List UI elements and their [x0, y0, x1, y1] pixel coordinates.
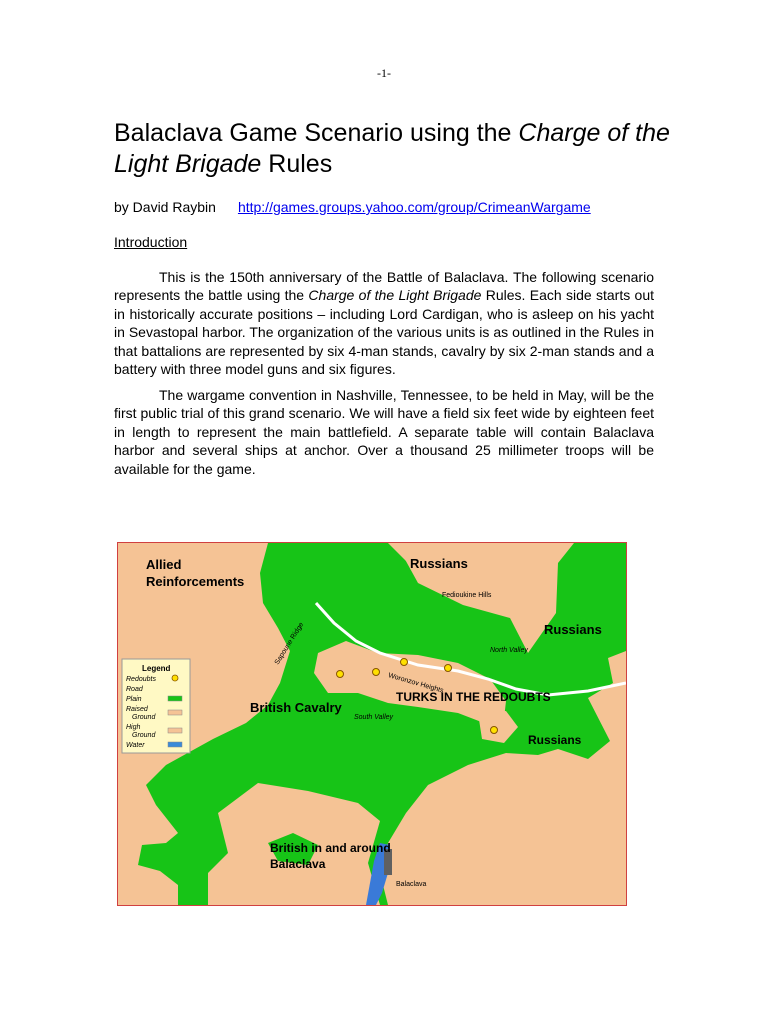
paragraph-1	[114, 268, 654, 378]
legend-label-4-1: Ground	[132, 732, 156, 739]
label-south-valley: South Valley	[354, 714, 394, 721]
legend-swatch-2	[168, 696, 182, 701]
legend-label-3-1: Ground	[132, 714, 156, 721]
label-russians-lower: Russians	[528, 733, 582, 747]
document-title	[114, 118, 674, 180]
p1-text-b: Rules. Each side starts out in historically accurate positions – including Lord Cardigan, who is asleep on his yacht in Sevastopal harbor. The organization of the various units is as outlined in the Rules in that battalions are represented by six 4-man stands, cavalry by six 2-man stands and a battery with three model guns and six figures.	[114, 287, 655, 378]
title-part1: Balaclava Game Scenario using the	[114, 119, 519, 147]
legend-label-1-0: Road	[126, 686, 143, 693]
legend-swatch-3	[168, 710, 182, 715]
legend-label-5-0: Water	[126, 742, 145, 749]
label-turks: TURKS IN THE REDOUBTS	[396, 690, 551, 704]
p1-text-a: This is the 150th anniversary of the Battle of Balaclava. The following scenario represents the battle using the	[114, 269, 654, 304]
p1-italic: Charge of the Light Brigade	[308, 287, 482, 304]
label-british-1: British in and around	[270, 841, 391, 855]
legend-swatch-5	[168, 742, 182, 747]
label-british-2: Balaclava	[270, 857, 326, 871]
section-heading: Introduction	[114, 234, 188, 250]
label-british-cavalry: British Cavalry	[250, 700, 342, 715]
paragraph-2: The wargame convention in Nashville, Tennessee, to be held in May, will be the first public trial of this grand scenario. We will have a field six feet wide by eighteen feet in length to represent the main battlefield. A separate table will contain Balaclava harbor and several ships at anchor. Over a thousand 25 millimeter troops will be available for the game.	[114, 387, 654, 477]
label-russians-right: Russians	[544, 622, 602, 637]
page-number: -1-	[377, 66, 391, 80]
label-russians-top: Russians	[410, 556, 468, 571]
map-legend	[122, 659, 190, 753]
byline	[114, 199, 591, 215]
label-sapoune: Sapoune Ridge	[273, 621, 306, 667]
label-north-valley: North Valley	[490, 647, 528, 654]
legend-label-3-0: Raised	[126, 706, 148, 713]
battle-map	[117, 542, 627, 906]
label-fedioukine: Fedioukine Hills	[442, 592, 492, 599]
legend-label-4-0: High	[126, 724, 141, 731]
redoubt-5	[491, 727, 498, 734]
redoubt-2	[373, 669, 380, 676]
legend-title: Legend	[142, 664, 171, 673]
label-balaclava-town: Balaclava	[396, 881, 427, 888]
legend-swatch-0	[172, 675, 178, 681]
redoubt-1	[337, 671, 344, 678]
redoubt-4	[445, 665, 452, 672]
legend-swatch-4	[168, 728, 182, 733]
label-allied-2: Reinforcements	[146, 574, 245, 589]
title-part2: Rules	[261, 150, 333, 178]
legend-label-2-0: Plain	[126, 696, 142, 703]
legend-label-0-0: Redoubts	[126, 676, 156, 683]
map-svg	[118, 543, 626, 905]
group-link[interactable]: http://games.groups.yahoo.com/group/CrimeanWargame	[237, 199, 591, 215]
label-woronzov: Woronzov Heights	[387, 672, 445, 695]
label-allied-1: Allied	[146, 557, 182, 572]
title-italic: Charge of the Light Brigade	[114, 119, 670, 178]
author: by David Raybin	[114, 199, 216, 215]
redoubt-3	[401, 659, 408, 666]
